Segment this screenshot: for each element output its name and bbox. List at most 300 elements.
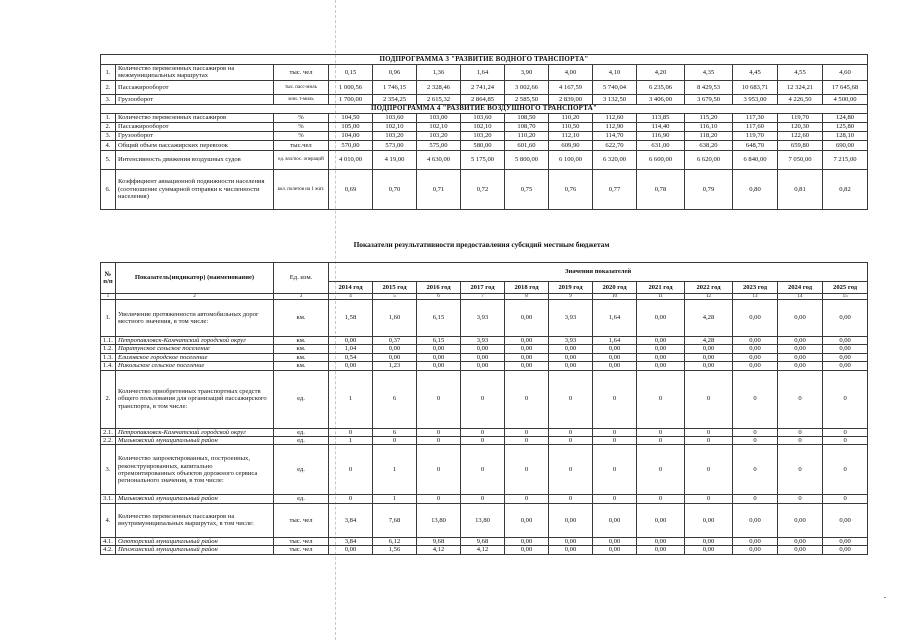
year-value-8: 0	[637, 445, 685, 495]
column-number: 9	[549, 294, 593, 300]
year-value-7: 0,00	[593, 345, 637, 353]
year-value-1: 0,00	[329, 337, 373, 345]
year-value-11: 4 226,50	[778, 94, 823, 104]
year-header: 2020 год	[593, 282, 637, 294]
table-row	[101, 495, 868, 503]
year-value-7: 112,90	[593, 122, 637, 131]
year-value-8: 0,00	[637, 503, 685, 537]
year-value-8: 116,90	[637, 131, 685, 140]
year-value-12: 124,80	[823, 113, 868, 122]
year-value-3: 0	[417, 370, 461, 428]
year-value-5: 0,00	[505, 337, 549, 345]
year-value-2: 1,23	[373, 362, 417, 370]
year-value-8: 113,85	[637, 113, 685, 122]
year-header: 2019 год	[549, 282, 593, 294]
year-value-1: 1	[329, 437, 373, 445]
year-value-6: 0,00	[549, 537, 593, 545]
year-value-1: 0,00	[329, 546, 373, 554]
year-value-2: 0,00	[373, 345, 417, 353]
year-value-3: 575,00	[417, 140, 461, 150]
year-value-12: 4 500,00	[823, 94, 868, 104]
year-header: 2023 год	[733, 282, 778, 294]
table-row	[101, 122, 868, 131]
row-number: 4.	[101, 140, 116, 150]
year-value-4: 103,60	[461, 113, 505, 122]
year-value-12: 0,00	[823, 546, 868, 554]
year-value-7: 6 320,00	[593, 150, 637, 169]
year-value-6: 0	[549, 445, 593, 495]
column-number: 7	[461, 294, 505, 300]
year-value-4: 0	[461, 370, 505, 428]
year-value-10: 0	[733, 428, 778, 436]
year-value-7: 0	[593, 428, 637, 436]
year-value-1: 0	[329, 428, 373, 436]
year-value-12: 0,00	[823, 345, 868, 353]
year-value-3: 0	[417, 428, 461, 436]
year-value-6: 3,93	[549, 337, 593, 345]
column-number: 12	[685, 294, 733, 300]
year-value-12: 128,10	[823, 131, 868, 140]
year-value-2: 0,96	[373, 65, 417, 81]
row-number: 1.	[101, 113, 116, 122]
year-value-2: 4 19,00	[373, 150, 417, 169]
indicator-name: Общий объем пассажирских перевозок	[116, 140, 274, 150]
year-value-5: 3,90	[505, 65, 549, 81]
year-value-8: 3 406,00	[637, 94, 685, 104]
year-value-1: 0,00	[329, 362, 373, 370]
year-value-11: 0	[778, 445, 823, 495]
year-value-8: 0,00	[637, 353, 685, 361]
unit-cell: тыс. чел	[274, 546, 329, 554]
year-value-10: 648,70	[733, 140, 778, 150]
year-value-12: 0	[823, 495, 868, 503]
row-number: 1.3.	[101, 353, 116, 361]
table-row	[101, 345, 868, 353]
year-value-7: 0	[593, 495, 637, 503]
year-value-10: 0,00	[733, 353, 778, 361]
indicator-name: Грузооборот	[116, 131, 274, 140]
year-value-7: 5 740,04	[593, 80, 637, 94]
unit-cell: %	[274, 122, 329, 131]
unit-cell: тыс. чел	[274, 503, 329, 537]
year-value-7: 0,77	[593, 169, 637, 209]
year-value-11: 7 050,00	[778, 150, 823, 169]
year-value-10: 0	[733, 437, 778, 445]
year-value-6: 0	[549, 370, 593, 428]
row-number: 3.	[101, 445, 116, 495]
year-value-8: 0,00	[637, 337, 685, 345]
year-value-7: 0,00	[593, 537, 637, 545]
subsidy-table-title: Показатели результативности предоставления субсидий местным бюджетам	[353, 240, 610, 249]
year-value-8: 114,40	[637, 122, 685, 131]
year-value-1: 0,15	[329, 65, 373, 81]
table-row	[101, 445, 868, 495]
year-value-4: 9,68	[461, 537, 505, 545]
year-header: 2018 год	[505, 282, 549, 294]
column-number: 4	[329, 294, 373, 300]
indicator-name: Количество перевезенных пассажиров на межмуниципальных маршрутах	[116, 65, 274, 81]
year-value-3: 2 615,32	[417, 94, 461, 104]
year-value-7: 1,64	[593, 337, 637, 345]
unit-cell: км.	[274, 300, 329, 337]
year-value-2: 2 354,25	[373, 94, 417, 104]
column-number: 5	[373, 294, 417, 300]
year-value-12: 0,00	[823, 353, 868, 361]
indicator-name: Пенжинский муниципальный район	[116, 546, 274, 554]
year-value-2: 1	[373, 495, 417, 503]
subsidy-indicators-table	[100, 262, 868, 555]
year-value-9: 0	[685, 445, 733, 495]
unit-cell: ед.	[274, 495, 329, 503]
year-value-2: 103,20	[373, 131, 417, 140]
row-number: 2.	[101, 370, 116, 428]
year-value-6: 0,00	[549, 362, 593, 370]
year-value-9: 118,20	[685, 131, 733, 140]
year-value-7: 0,00	[593, 503, 637, 537]
year-value-7: 0,00	[593, 362, 637, 370]
year-value-10: 0	[733, 445, 778, 495]
year-value-12: 0	[823, 428, 868, 436]
year-value-2: 0	[373, 437, 417, 445]
year-value-5: 0,00	[505, 537, 549, 545]
year-value-11: 0,00	[778, 503, 823, 537]
year-value-6: 609,90	[549, 140, 593, 150]
year-header: 2014 год	[329, 282, 373, 294]
year-value-10: 0,00	[733, 345, 778, 353]
year-value-5: 0	[505, 495, 549, 503]
year-value-12: 0,00	[823, 337, 868, 345]
indicator-name: Елизовское городское поселение	[116, 353, 274, 361]
year-value-3: 4,12	[417, 546, 461, 554]
year-value-11: 0,00	[778, 345, 823, 353]
year-value-4: 0,00	[461, 362, 505, 370]
year-value-9: 4,35	[685, 65, 733, 81]
year-value-7: 0,00	[593, 353, 637, 361]
year-value-12: 0,00	[823, 362, 868, 370]
year-value-3: 0,00	[417, 353, 461, 361]
year-value-2: 102,10	[373, 122, 417, 131]
year-value-3: 0	[417, 445, 461, 495]
year-value-5: 108,50	[505, 113, 549, 122]
year-value-12: 0	[823, 445, 868, 495]
year-value-9: 115,20	[685, 113, 733, 122]
indicator-name: Олюторский муниципальный район	[116, 537, 274, 545]
year-value-10: 0,00	[733, 546, 778, 554]
year-value-11: 0,00	[778, 300, 823, 337]
year-value-9: 4,28	[685, 337, 733, 345]
year-value-8: 0,00	[637, 546, 685, 554]
scan-speck	[884, 597, 886, 598]
year-value-10: 0,00	[733, 503, 778, 537]
year-value-5: 0,00	[505, 353, 549, 361]
year-value-3: 6,15	[417, 300, 461, 337]
year-value-11: 0,00	[778, 353, 823, 361]
year-value-2: 0,37	[373, 337, 417, 345]
year-value-8: 6 235,06	[637, 80, 685, 94]
year-value-5: 0,00	[505, 362, 549, 370]
year-value-7: 0,00	[593, 546, 637, 554]
year-value-8: 0	[637, 370, 685, 428]
year-value-9: 0,79	[685, 169, 733, 209]
column-number: 15	[823, 294, 868, 300]
year-value-12: 0,00	[823, 300, 868, 337]
year-value-8: 0	[637, 428, 685, 436]
year-value-5: 0	[505, 370, 549, 428]
year-value-8: 6 600,00	[637, 150, 685, 169]
year-value-1: 3,84	[329, 537, 373, 545]
year-value-6: 4,00	[549, 65, 593, 81]
year-value-4: 0,72	[461, 169, 505, 209]
indicator-name: Количество перевезенных пассажиров	[116, 113, 274, 122]
year-value-4: 3,93	[461, 300, 505, 337]
year-value-6: 6 100,00	[549, 150, 593, 169]
year-value-2: 6	[373, 370, 417, 428]
year-value-6: 0	[549, 437, 593, 445]
year-value-2: 6,12	[373, 537, 417, 545]
year-value-4: 2 864,85	[461, 94, 505, 104]
row-number: 1.2.	[101, 345, 116, 353]
unit-cell: ед.	[274, 437, 329, 445]
subprogram-indicators-table	[100, 54, 868, 210]
year-value-1: 1,04	[329, 345, 373, 353]
year-value-2: 6	[373, 428, 417, 436]
year-value-7: 3 132,50	[593, 94, 637, 104]
year-value-10: 119,70	[733, 131, 778, 140]
year-value-6: 2 839,00	[549, 94, 593, 104]
indicator-name: Пассажирооборот	[116, 122, 274, 131]
year-value-1: 1 000,56	[329, 80, 373, 94]
year-value-1: 4 010,00	[329, 150, 373, 169]
column-number: 3	[274, 294, 329, 300]
col-number-header: № п/п	[101, 263, 116, 294]
year-value-10: 6 840,00	[733, 150, 778, 169]
year-value-8: 0,78	[637, 169, 685, 209]
year-value-11: 659,80	[778, 140, 823, 150]
year-value-5: 108,70	[505, 122, 549, 131]
unit-cell: км.	[274, 345, 329, 353]
year-value-10: 117,30	[733, 113, 778, 122]
table-row	[101, 113, 868, 122]
unit-cell: ед.	[274, 445, 329, 495]
row-number: 3.	[101, 131, 116, 140]
year-value-8: 0,00	[637, 345, 685, 353]
year-value-9: 638,20	[685, 140, 733, 150]
column-number: 14	[778, 294, 823, 300]
year-value-1: 104,00	[329, 131, 373, 140]
unit-cell: млн. т-миль	[274, 94, 329, 104]
indicator-name: Пассажирооборот	[116, 80, 274, 94]
year-value-4: 580,00	[461, 140, 505, 150]
year-value-5: 601,60	[505, 140, 549, 150]
indicator-name: Количество приобретенных транспортных средств общего пользования для организаций пассажирского транспорта, в том числе:	[116, 370, 274, 428]
table-row	[101, 437, 868, 445]
row-number: 2.	[101, 122, 116, 131]
year-value-1: 1,58	[329, 300, 373, 337]
year-value-4: 1,64	[461, 65, 505, 81]
table-row	[101, 131, 868, 140]
year-value-3: 13,80	[417, 503, 461, 537]
year-value-9: 0	[685, 437, 733, 445]
year-value-6: 0	[549, 495, 593, 503]
year-value-5: 0,00	[505, 546, 549, 554]
year-value-3: 0,00	[417, 345, 461, 353]
table-row	[101, 353, 868, 361]
row-number: 3.1.	[101, 495, 116, 503]
year-value-4: 0	[461, 428, 505, 436]
unit-cell: кол. полетов на 1 жит.	[274, 169, 329, 209]
year-value-5: 0,00	[505, 345, 549, 353]
year-value-5: 0	[505, 445, 549, 495]
indicator-name: Грузооборот	[116, 94, 274, 104]
table-row	[101, 169, 868, 209]
year-value-9: 0,00	[685, 537, 733, 545]
year-value-6: 0,00	[549, 353, 593, 361]
unit-cell: км.	[274, 337, 329, 345]
year-value-12: 7 215,00	[823, 150, 868, 169]
year-value-5: 0,00	[505, 300, 549, 337]
year-value-10: 0	[733, 495, 778, 503]
table-row	[101, 94, 868, 104]
year-value-6: 0,00	[549, 503, 593, 537]
year-value-6: 0,00	[549, 345, 593, 353]
year-value-11: 0	[778, 495, 823, 503]
year-value-1: 1	[329, 370, 373, 428]
column-number: 10	[593, 294, 637, 300]
year-value-10: 3 953,00	[733, 94, 778, 104]
unit-cell: км.	[274, 362, 329, 370]
year-value-10: 4,45	[733, 65, 778, 81]
table-row	[101, 362, 868, 370]
section-3-title: ПОДПРОГРАММА 3 "РАЗВИТИЕ ВОДНОГО ТРАНСПОРТА"	[101, 55, 868, 65]
row-number: 1.4.	[101, 362, 116, 370]
table-row	[101, 65, 868, 81]
year-value-7: 0	[593, 445, 637, 495]
table-row	[101, 150, 868, 169]
year-value-11: 0	[778, 437, 823, 445]
unit-cell: %	[274, 131, 329, 140]
year-value-1: 0,54	[329, 353, 373, 361]
column-number: 8	[505, 294, 549, 300]
row-number: 5.	[101, 150, 116, 169]
indicator-name: Мильковский муниципальный район	[116, 495, 274, 503]
year-value-9: 0,00	[685, 345, 733, 353]
year-header: 2022 год	[685, 282, 733, 294]
year-header: 2024 год	[778, 282, 823, 294]
year-value-2: 1,60	[373, 300, 417, 337]
year-value-5: 3 002,66	[505, 80, 549, 94]
table-row	[101, 337, 868, 345]
indicator-name: Никольское сельское поселение	[116, 362, 274, 370]
row-number: 1.1.	[101, 337, 116, 345]
year-value-5: 0,75	[505, 169, 549, 209]
year-value-8: 0,00	[637, 537, 685, 545]
year-header: 2021 год	[637, 282, 685, 294]
year-value-1: 0	[329, 445, 373, 495]
year-value-9: 0,00	[685, 503, 733, 537]
year-value-2: 573,00	[373, 140, 417, 150]
row-number: 1.	[101, 65, 116, 81]
year-value-4: 5 175,00	[461, 150, 505, 169]
year-value-4: 0	[461, 445, 505, 495]
year-value-11: 122,60	[778, 131, 823, 140]
year-value-9: 4,28	[685, 300, 733, 337]
year-value-1: 104,50	[329, 113, 373, 122]
table-row	[101, 370, 868, 428]
year-value-11: 0	[778, 428, 823, 436]
table-row	[101, 546, 868, 554]
year-value-4: 0,00	[461, 353, 505, 361]
year-value-1: 0,69	[329, 169, 373, 209]
year-value-4: 103,20	[461, 131, 505, 140]
year-value-8: 0	[637, 495, 685, 503]
unit-cell: тыс. чел	[274, 65, 329, 81]
indicator-name: Паратунское сельское поселение	[116, 345, 274, 353]
year-value-3: 103,20	[417, 131, 461, 140]
col-unit-header: Ед. изм.	[274, 263, 329, 294]
year-value-11: 0	[778, 370, 823, 428]
indicator-name: Петропавловск-Камчатский городской округ	[116, 337, 274, 345]
year-value-11: 0,00	[778, 546, 823, 554]
table-row	[101, 80, 868, 94]
table-row	[101, 300, 868, 337]
table-row	[101, 503, 868, 537]
year-value-3: 6,15	[417, 337, 461, 345]
year-value-4: 4,12	[461, 546, 505, 554]
year-value-2: 1,56	[373, 546, 417, 554]
year-value-7: 622,70	[593, 140, 637, 150]
row-number: 3.	[101, 94, 116, 104]
year-value-3: 103,00	[417, 113, 461, 122]
year-value-11: 12 324,21	[778, 80, 823, 94]
year-value-6: 4 167,59	[549, 80, 593, 94]
column-number: 1	[101, 294, 116, 300]
unit-cell: тыс. чел	[274, 537, 329, 545]
year-value-3: 0,71	[417, 169, 461, 209]
year-value-11: 0,00	[778, 362, 823, 370]
year-value-4: 102,10	[461, 122, 505, 131]
year-value-3: 9,68	[417, 537, 461, 545]
year-value-10: 10 683,71	[733, 80, 778, 94]
year-value-9: 6 620,00	[685, 150, 733, 169]
year-value-9: 0,00	[685, 353, 733, 361]
year-value-12: 0	[823, 437, 868, 445]
year-value-3: 2 328,46	[417, 80, 461, 94]
year-value-6: 110,50	[549, 122, 593, 131]
unit-cell: тыс.чел	[274, 140, 329, 150]
unit-cell: тыс. пасс-миль	[274, 80, 329, 94]
year-value-5: 110,20	[505, 131, 549, 140]
unit-cell: км.	[274, 353, 329, 361]
year-value-6: 0	[549, 428, 593, 436]
year-value-10: 0,80	[733, 169, 778, 209]
year-value-9: 0	[685, 370, 733, 428]
indicator-name: Количество перевезенных пассажиров на внутримуниципальных маршрутах, в том числе:	[116, 503, 274, 537]
year-value-8: 631,00	[637, 140, 685, 150]
year-value-6: 112,10	[549, 131, 593, 140]
column-number: 2	[116, 294, 274, 300]
section-3-title-row	[101, 55, 868, 65]
year-header: 2025 год	[823, 282, 868, 294]
year-value-7: 114,70	[593, 131, 637, 140]
year-value-12: 0,00	[823, 503, 868, 537]
year-value-10: 0,00	[733, 337, 778, 345]
year-value-9: 0,00	[685, 546, 733, 554]
year-header: 2017 год	[461, 282, 505, 294]
column-number: 13	[733, 294, 778, 300]
year-value-5: 5 800,00	[505, 150, 549, 169]
year-value-12: 0	[823, 370, 868, 428]
indicator-name: Петропавловск-Камчатский городской округ	[116, 428, 274, 436]
